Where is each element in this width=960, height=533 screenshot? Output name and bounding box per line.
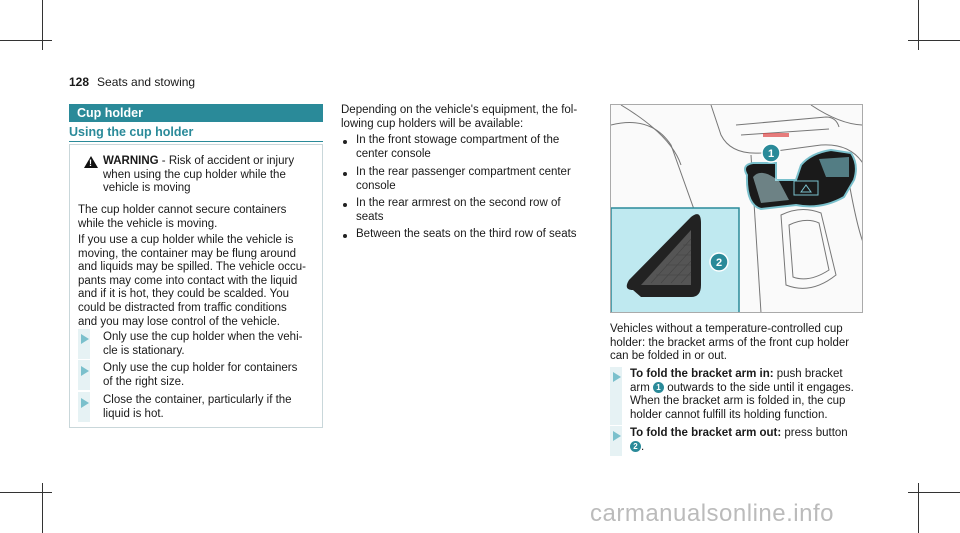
text-line: holder cannot fulfill its holding function. [630,408,828,421]
text-line: center console [356,147,431,160]
callout-2-badge: 2 [630,441,641,452]
warning-triangle-icon: ! [84,156,98,168]
text-line: The cup holder cannot secure containers [78,204,287,216]
bullet [343,172,347,176]
text-line: arm [630,381,653,394]
intro-paragraph [341,104,601,131]
text-line: Depending on the vehicle's equipment, the fol- [341,104,578,116]
bullet [343,203,347,207]
text-line: Only use the cup holder when the vehi- [103,331,303,343]
section-name: Seats and stowing [97,75,196,89]
warning-text [103,155,318,196]
text-line: In the rear passenger compartment center [356,166,571,178]
text-line: push bracket [773,368,843,380]
paragraph [78,204,318,231]
crop-mark [0,492,52,493]
illustration-svg [611,105,863,313]
text-line: moving, the container may be flung around [78,247,296,260]
warning-line-3: vehicle is moving [103,182,191,195]
crop-mark [918,483,919,533]
text-line: . [641,440,645,453]
text-line: press button [781,427,848,439]
crop-mark [42,0,43,50]
callout-1-label: 1 [767,148,775,160]
warning-label: WARNING [103,155,159,167]
text-line: liquid is hot. [103,407,164,420]
list-item [356,197,601,224]
text-line: outwards to the side until it engages. [664,381,854,394]
text-line: and you may lose control of the vehicle. [78,315,281,328]
text-line: and liquids may be spilled. The vehicle occu- [78,261,306,274]
text-line: Close the container, particularly if the [103,394,292,406]
list-item [356,228,601,242]
text-line: can be folded in or out. [610,350,727,363]
list-item [356,134,601,161]
section-title: Cup holder [69,104,323,122]
text-line: Vehicles without a temperature-controlled cup [610,323,843,335]
text-line: of the right size. [103,375,185,388]
step-arrow-icon [613,431,621,441]
crop-mark [918,0,919,50]
bullet [343,140,347,144]
crop-mark [908,40,960,41]
text-line: Only use the cup holder for containers [103,362,298,374]
text-line: In the rear armrest on the second row of [356,197,561,209]
warning-line-2: when using the cup holder while the [103,168,286,181]
callout-1-badge: 1 [653,382,664,393]
text-line: holder: the bracket arms of the front cup holder [610,336,850,349]
divider [69,141,323,142]
paragraph [78,234,318,329]
text-line: lowing cup holders will be available: [341,117,524,130]
figure-caption [610,323,890,364]
text-line: In the front stowage compartment of the [356,134,560,146]
text-line: and if it is hot, they could be scalded. You [78,288,289,301]
text-line: console [356,179,396,192]
watermark: carmanualsonline.info [590,500,834,527]
step-arrow-icon [81,366,89,376]
step-arrow-icon [613,372,621,382]
step-fold-in [630,368,890,422]
step-item [103,331,318,358]
text-line: cle is stationary. [103,344,185,357]
step-item [103,362,318,389]
text-line: could be distracted from traffic conditions [78,301,287,314]
crop-mark [42,483,43,533]
step-arrow-icon [81,398,89,408]
subheading: Using the cup holder [69,125,194,139]
step-title: To fold the bracket arm in: [630,368,774,380]
step-title: To fold the bracket arm out: [630,427,782,439]
crop-mark [0,40,52,41]
cup-holder-illustration [610,104,863,313]
crop-mark [908,492,960,493]
bullet [343,234,347,238]
page-number: 128 [69,75,90,89]
text-line: pants may come into contact with the liquid [78,274,298,287]
warning-line-1: - Risk of accident or injury [158,155,295,167]
text-line: while the vehicle is moving. [78,217,218,230]
list-item [356,166,601,193]
step-arrow-icon [81,334,89,344]
text-line: seats [356,210,384,223]
text-line: When the bracket arm is folded in, the cup [630,395,846,408]
text-line: If you use a cup holder while the vehicle is [78,234,294,246]
text-line: Between the seats on the third row of seats [356,228,577,240]
step-fold-out [630,427,890,454]
page-header [69,75,195,89]
callout-2-label: 2 [715,257,723,269]
step-item [103,394,318,421]
